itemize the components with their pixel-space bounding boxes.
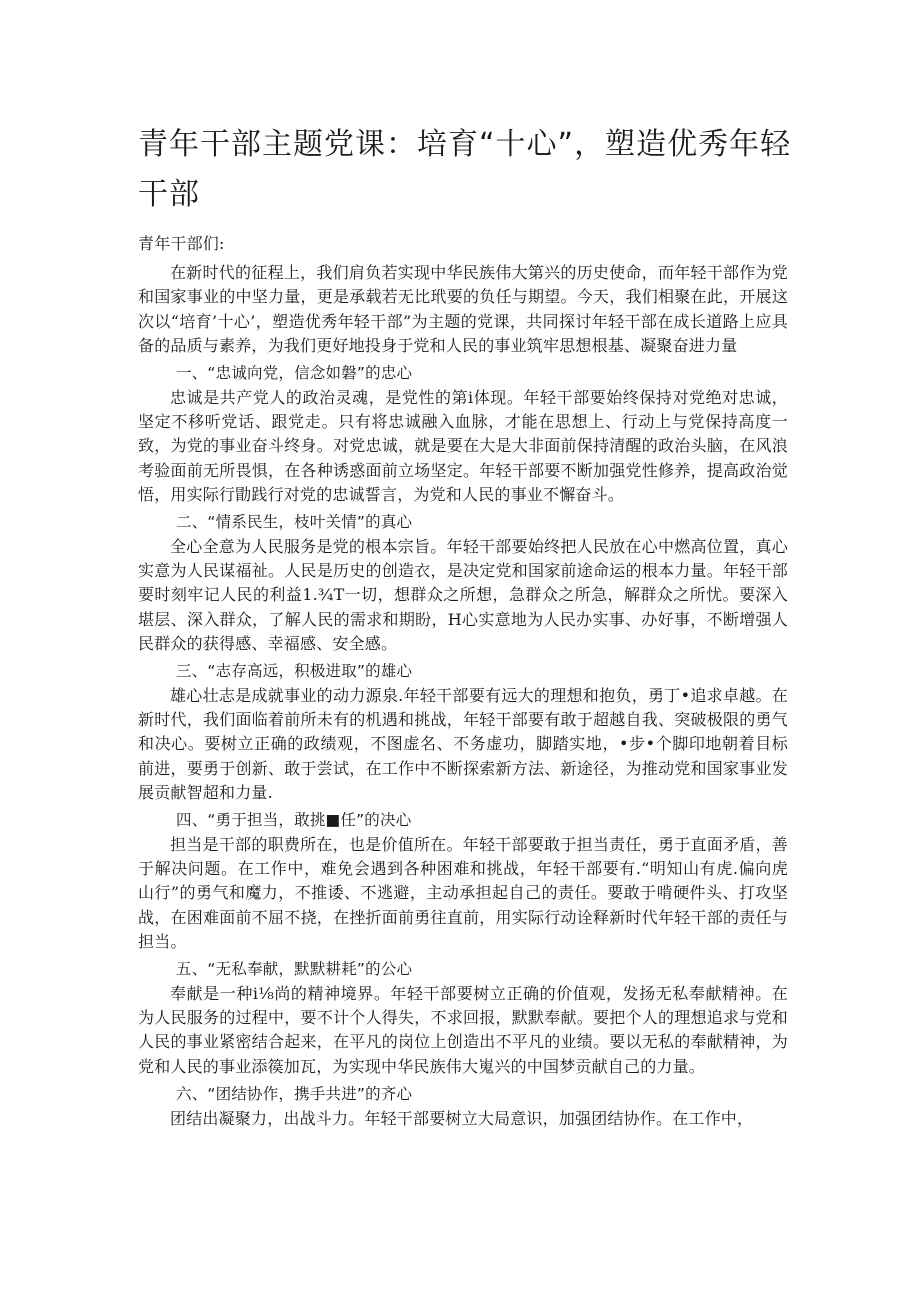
section-body-1: 忠诚是共产党人的政治灵魂，是党性的第i体现。年轻干部要始终保持对党绝对忠诚，坚定不移听党话、跟党走。只有将忠诚融入血脉，才能在思想上、行动上与党保持高度一致，为党的事业奋斗终身。对党忠诚，就是要在大是大非面前保持清醒的政治头脑，在风浪考验面前无所畏惧，在各种诱惑面前立场坚定。年轻干部要不断加强党性修养，提高政治觉悟，用实际行勖践行对党的忠诚誓言，为党和人民的事业不懈奋斗。 [138, 388, 788, 504]
section-body-3: 雄心壮志是成就事业的动力源泉.年轻干部要有远大的理想和抱负，勇丁•追求卓越。在新时代，我们面临着前所未有的机遇和挑战，年轻干部要有敢于超越自我、突破极限的勇气和决心。要树立正确的政绩观，不图虚名、不务虚功，脚踏实地，•步•个脚印地朝着目标前进，要勇于创新、敢于尝试，在工作中不断探索新方法、新途径，为推动党和国家事业发展贡献智超和力量. [138, 686, 788, 802]
salutation: 青年干部们: [138, 234, 225, 253]
section-body-2: 全心全意为人民服务是党的根本宗旨。年轻干部要始终把人民放在心中燃高位置，真心实意为人民谋福祉。人民是历史的创造衣，是决定党和国家前途命运的根本力量。年轻干部要时刻牢记人民的利益1.¾T一切，想群众之所想，急群众之所急，解群众之所忧。要深入堪层、深入群众，了解人民的需求和期盼，H心实意地为人民办实事、办好事，不断增强人民群众的获得感、幸福感、安全感。 [138, 537, 788, 653]
section-heading-4: 四、“勇于担当，敢挑■任”的决心 [176, 811, 412, 830]
document-body [138, 232, 788, 1131]
section-heading-1: 一、“忠诚向党，信念如磐”的忠心 [176, 364, 413, 383]
section-body-4: 担当是干部的职费所在，也是价值所在。年轻干部要敢于担当责任，勇于直面矛盾，善于解决问题。在工作中，难免会遇到各种困难和挑战，年轻干部要有.“明知山有虎.偏向虎山行”的勇气和魔力，不推诿、不逃避，主动承担起自己的责任。要敢于啃硬件头、打攻坚战，在困难面前不屈不挠，在挫折面前勇往直前，用实际行动诠释新时代年轻干部的责任与担当。 [138, 835, 788, 951]
section-body-5: 奉献是一种i⅛尚的精神境界。年轻干部要树立正确的价值观，发扬无私奉献精神。在为人民服务的过程中，要不计个人得失，不求回报，默默奉献。要把个人的理想追求与党和人民的事业紧密结合起来，在平凡的岗位上创造出不平凡的业绩。要以无私的奉献精神，为党和人民的事业添篌加瓦，为实现中华民族伟大嵬兴的中国梦贡献自己的力量。 [138, 984, 788, 1076]
document-title: 青年干部主题党课：培育“十心”，塑造优秀年轻干部 [138, 127, 792, 212]
section-heading-3: 三、“志存高远，积极进取”的雄心 [176, 662, 413, 681]
intro-paragraph: 在新时代的征程上，我们肩负若实现中华民族伟大第兴的历史使命，而年轻干部作为党和国家事业的中坚力量，更是承载若无比玳要的负任与期望。今天，我们相聚在此，开展这次以“培育’十心’，塑造优秀年轻干部”为主题的党课，共同探讨年轻干部在成长道路上应具备的品质与素养，为我们更好地投身于党和人民的事业筑牢思想根基、凝聚奋进力量 [138, 263, 788, 355]
section-heading-2: 二、“情系民生，枝叶关情”的真心 [176, 513, 413, 532]
section-body-6: 团结出凝聚力，出战斗力。年轻干部要树立大局意识，加强团结协作。在工作中， [170, 1108, 754, 1128]
section-heading-5: 五、“无私奉献，默默耕耗”的公心 [176, 960, 413, 979]
section-heading-6: 六、“团结协作，携手共进”的齐心 [176, 1084, 413, 1103]
